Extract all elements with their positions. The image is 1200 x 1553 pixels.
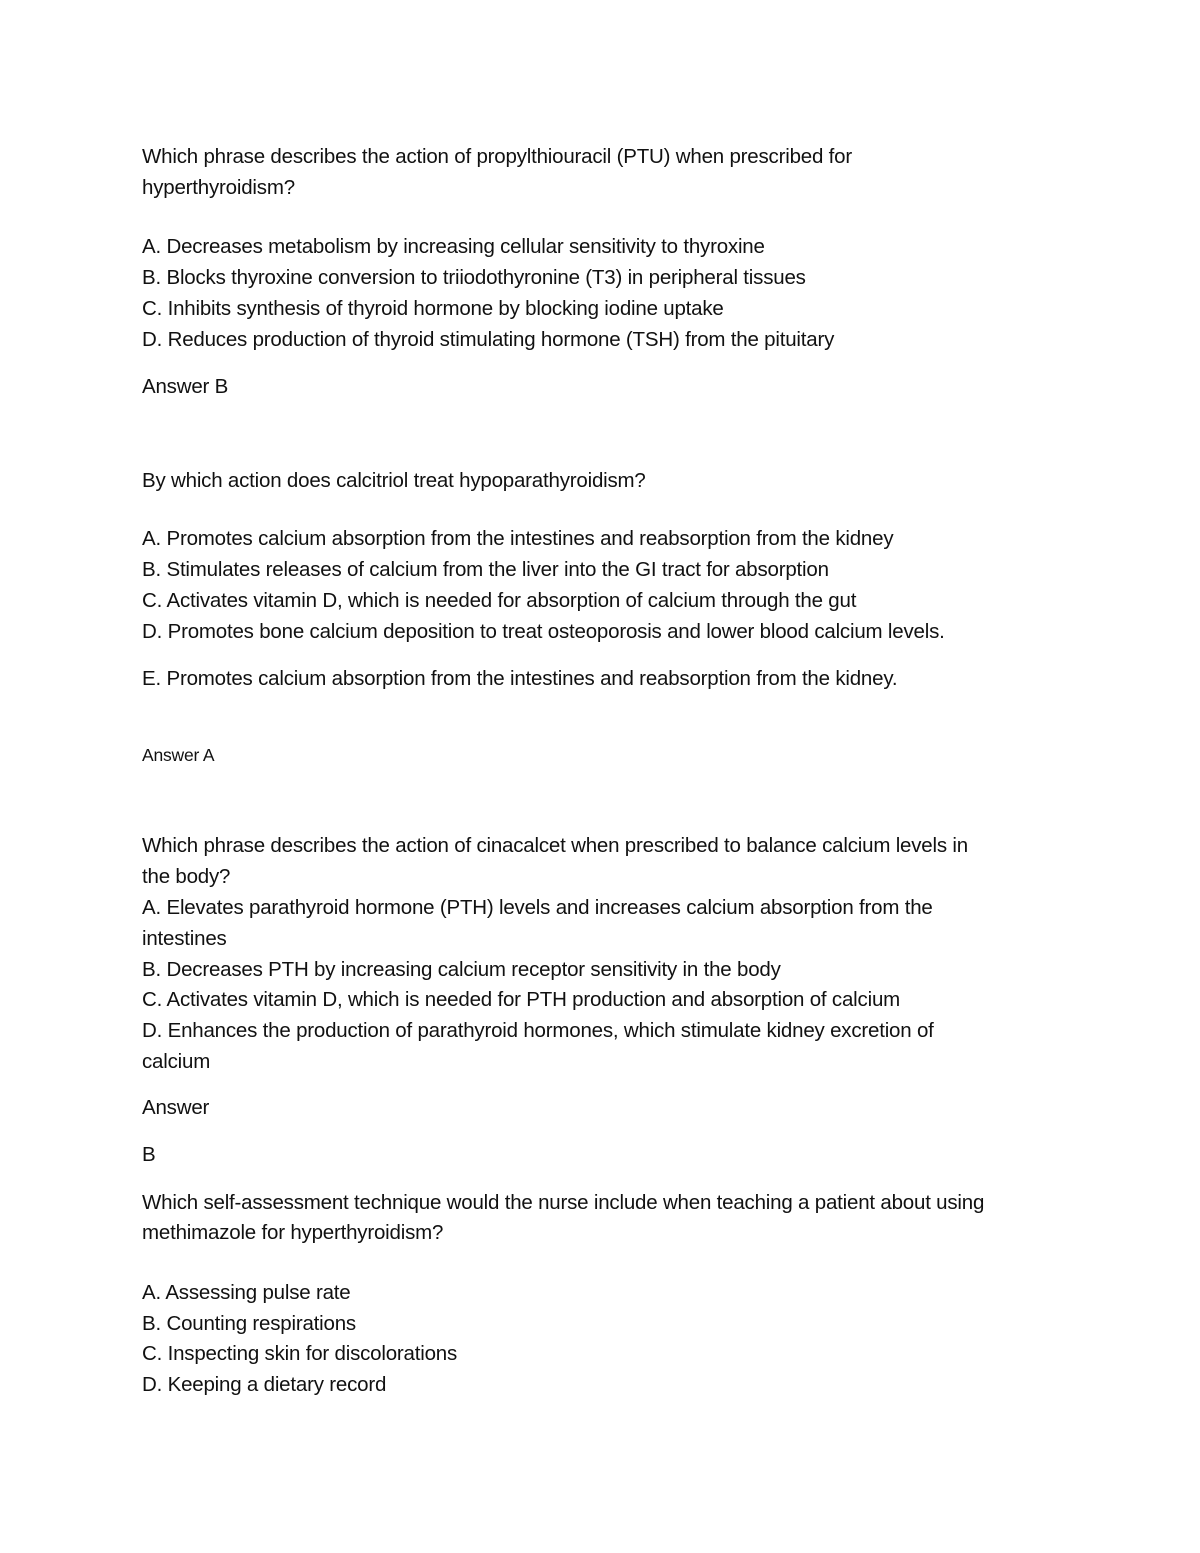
question-2-answer: Answer A: [142, 745, 215, 765]
question-2-option-a: A. Promotes calcium absorption from the intestines and reabsorption from the kidney: [142, 527, 894, 550]
question-3-answer-label: Answer: [142, 1096, 210, 1119]
question-2-line-1: By which action does calcitriol treat hypoparathyroidism?: [142, 469, 646, 492]
question-3-option-c: C. Activates vitamin D, which is needed for PTH production and absorption of calcium: [142, 988, 901, 1011]
question-2-option-e: E. Promotes calcium absorption from the intestines and reabsorption from the kidney.: [142, 667, 898, 690]
question-3-option-a-line-1: A. Elevates parathyroid hormone (PTH) levels and increases calcium absorption from the: [142, 896, 933, 919]
question-3-line-2: the body?: [142, 865, 231, 888]
question-3-option-d-line-2: calcium: [142, 1050, 211, 1073]
question-2-option-d: D. Promotes bone calcium deposition to treat osteoporosis and lower blood calcium levels.: [142, 620, 945, 643]
question-1-option-c: C. Inhibits synthesis of thyroid hormone by blocking iodine uptake: [142, 297, 724, 320]
question-1-answer: Answer B: [142, 375, 229, 398]
question-4-option-a: A. Assessing pulse rate: [142, 1281, 351, 1304]
question-3-answer: B: [142, 1143, 156, 1166]
question-3-line-1: Which phrase describes the action of cinacalcet when prescribed to balance calcium levels in: [142, 834, 968, 857]
question-1-option-a: A. Decreases metabolism by increasing cellular sensitivity to thyroxine: [142, 235, 765, 258]
question-1-line-1: Which phrase describes the action of propylthiouracil (PTU) when prescribed for: [142, 145, 852, 168]
question-1-option-d: D. Reduces production of thyroid stimulating hormone (TSH) from the pituitary: [142, 328, 835, 351]
question-3-option-a-line-2: intestines: [142, 927, 227, 950]
question-2-option-b: B. Stimulates releases of calcium from the liver into the GI tract for absorption: [142, 558, 829, 581]
question-4-option-c: C. Inspecting skin for discolorations: [142, 1342, 458, 1365]
question-4-option-d: D. Keeping a dietary record: [142, 1373, 387, 1396]
question-3-option-d-line-1: D. Enhances the production of parathyroid hormones, which stimulate kidney excretion of: [142, 1019, 934, 1042]
question-4-line-1: Which self-assessment technique would the nurse include when teaching a patient about using: [142, 1191, 985, 1214]
question-2-option-c: C. Activates vitamin D, which is needed for absorption of calcium through the gut: [142, 589, 857, 612]
question-3-option-b: B. Decreases PTH by increasing calcium receptor sensitivity in the body: [142, 958, 781, 981]
question-1-line-2: hyperthyroidism?: [142, 176, 295, 199]
question-4-line-2: methimazole for hyperthyroidism?: [142, 1221, 444, 1244]
question-4-option-b: B. Counting respirations: [142, 1312, 356, 1335]
question-1-option-b: B. Blocks thyroxine conversion to triiodothyronine (T3) in peripheral tissues: [142, 266, 806, 289]
